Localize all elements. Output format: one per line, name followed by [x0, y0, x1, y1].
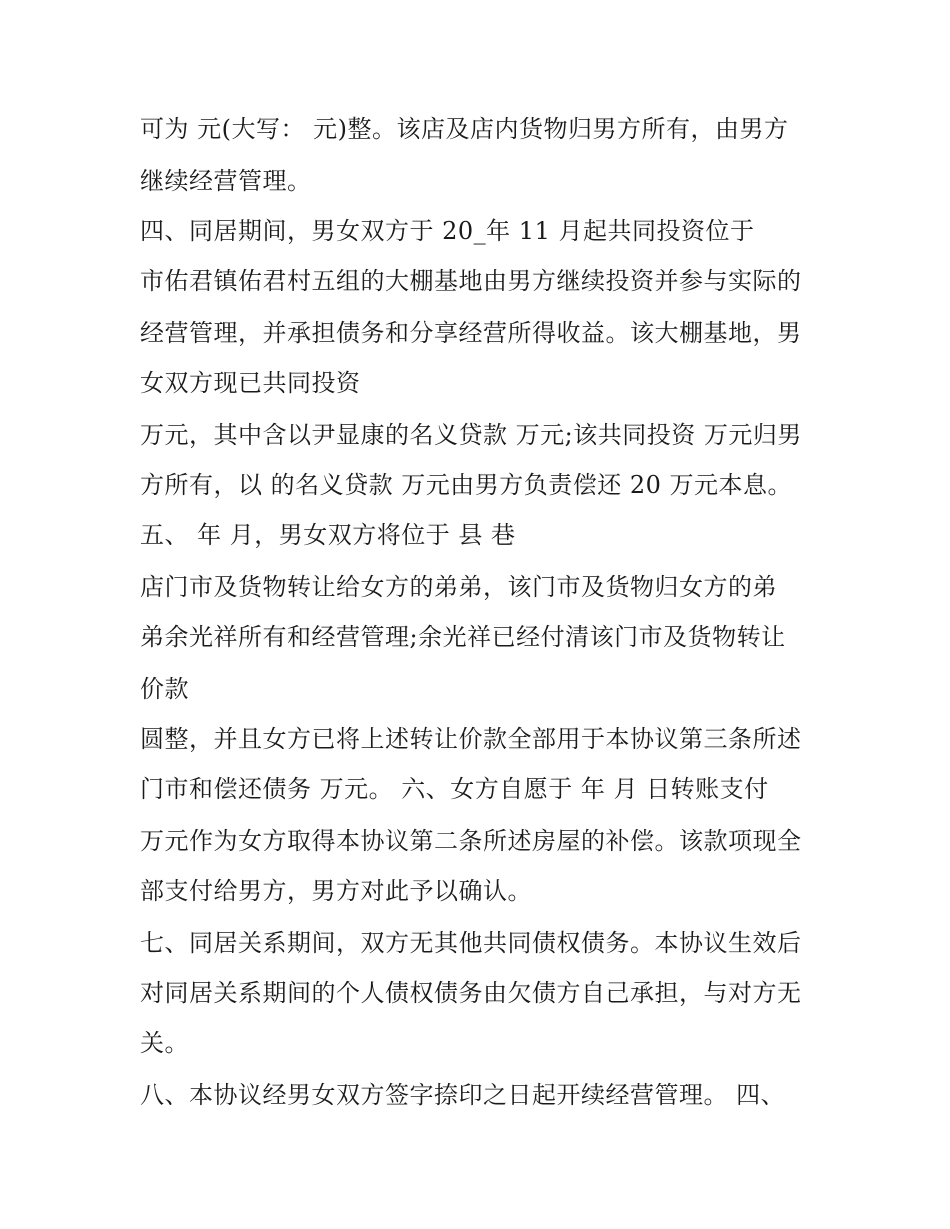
text-line: 弟余光祥所有和经营管理;余光祥已经付清该门市及货物转让 — [140, 623, 786, 651]
text-line: 部支付给男方，男方对此予以确认。 — [140, 877, 532, 905]
text-line: 方所有，以 的名义贷款 万元由男方负责偿还 20 万元本息。 — [140, 471, 793, 499]
text-line: 店门市及货物转让给女方的弟弟，该门市及货物归女方的弟 — [140, 573, 777, 601]
text-line: 女双方现已共同投资 — [140, 369, 361, 397]
text-line: 四、同居期间，男女双方于 20_年 11 月起共同投资位于 — [140, 217, 755, 245]
text-line: 市佑君镇佑君村五组的大棚基地由男方继续投资并参与实际的 — [140, 267, 802, 295]
text-line: 经营管理，并承担债务和分享经营所得收益。该大棚基地，男 — [140, 319, 802, 347]
text-line: 七、同居关系期间，双方无其他共同债权债务。本协议生效后 — [140, 929, 802, 957]
text-line: 对同居关系期间的个人债权债务由欠债方自己承担，与对方无 — [140, 979, 802, 1007]
text-line: 价款 — [140, 675, 189, 703]
text-line: 万元作为女方取得本协议第二条所述房屋的补偿。该款项现全 — [140, 827, 802, 855]
text-line: 关。 — [140, 1029, 189, 1057]
text-line: 继续经营管理。 — [140, 167, 312, 195]
text-line: 五、 年 月，男女双方将位于 县 巷 — [140, 521, 516, 549]
text-line: 门市和偿还债务 万元。 六、女方自愿于 年 月 日转账支付 — [140, 775, 769, 803]
text-line: 可为 元(大写： 元)整。该店及店内货物归男方所有，由男方 — [140, 115, 789, 143]
text-line: 万元，其中含以尹显康的名义贷款 万元;该共同投资 万元归男 — [140, 421, 802, 449]
text-line: 八、本协议经男女双方签字捺印之日起开续经营管理。 四、 — [140, 1081, 786, 1109]
text-line: 圆整，并且女方已将上述转让价款全部用于本协议第三条所述 — [140, 725, 802, 753]
